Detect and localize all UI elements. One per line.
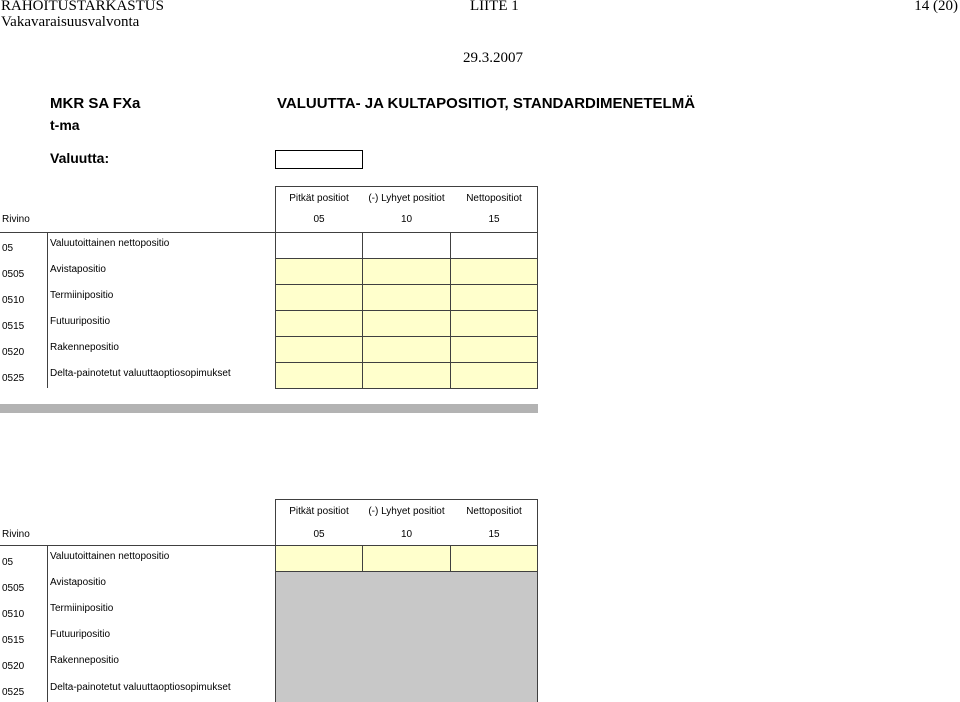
row-number: 0515 [2, 321, 25, 332]
row-number-divider [47, 232, 48, 388]
row-number: 0525 [2, 687, 25, 698]
department-name: Vakavaraisuusvalvonta [1, 14, 140, 30]
row-number-header: Rivino [2, 214, 30, 225]
net-position-input-cell[interactable] [450, 545, 538, 572]
document-date: 29.3.2007 [463, 50, 523, 66]
row-label: Delta-painotetut valuuttaoptiosopimukset [50, 368, 231, 379]
net-position-input-cell[interactable] [450, 362, 538, 389]
row-number: 0510 [2, 609, 25, 620]
short-position-input-cell[interactable] [362, 258, 451, 285]
long-position-input-cell[interactable] [275, 284, 363, 311]
row-number: 05 [2, 557, 14, 568]
column-code-10: 10 [400, 529, 413, 540]
short-position-input-cell[interactable] [362, 336, 451, 363]
net-position-input-cell[interactable] [450, 258, 538, 285]
long-position-input-cell[interactable] [275, 258, 363, 285]
net-position-input-cell[interactable] [450, 284, 538, 311]
row-number-header: Rivino [2, 529, 30, 540]
position-table-2 [0, 499, 540, 702]
row-number: 0520 [2, 347, 25, 358]
row-label: Rakennepositio [50, 342, 119, 353]
row-label: Futuuripositio [50, 629, 111, 640]
long-position-input-cell[interactable] [275, 545, 363, 572]
row-number: 0505 [2, 269, 25, 280]
row-number: 0505 [2, 583, 25, 594]
row-label: Avistapositio [50, 264, 106, 275]
short-position-input-cell[interactable] [362, 310, 451, 337]
column-header-short-positions: (-) Lyhyet positiot [368, 193, 445, 204]
row-number: 0520 [2, 661, 25, 672]
attachment-label: LIITE 1 [470, 0, 519, 14]
column-header-net-positions: Nettopositiot [466, 193, 522, 204]
short-position-cell [362, 232, 451, 259]
form-title: VALUUTTA- JA KULTAPOSITIOT, STANDARDIMENETELMÄ [277, 95, 696, 112]
column-header-long-positions: Pitkät positiot [289, 193, 349, 204]
position-table-1 [0, 186, 540, 388]
row-label: Valuutoittainen nettopositio [50, 238, 170, 249]
row-label: Rakennepositio [50, 655, 119, 666]
row-label: Delta-painotetut valuuttaoptiosopimukset [50, 682, 231, 693]
column-code-05: 05 [313, 214, 325, 225]
long-position-input-cell[interactable] [275, 362, 363, 389]
column-header-long-positions: Pitkät positiot [289, 506, 349, 517]
row-label: Valuutoittainen nettopositio [50, 551, 170, 562]
column-code-05: 05 [313, 529, 325, 540]
row-label: Termiinipositio [50, 290, 114, 301]
page-number: 14 (20) [914, 0, 958, 14]
unit-label: t-ma [50, 117, 80, 133]
disabled-cells-area [275, 571, 538, 702]
column-header-net-positions: Nettopositiot [466, 506, 522, 517]
row-label: Futuuripositio [50, 316, 111, 327]
short-position-input-cell[interactable] [362, 362, 451, 389]
long-position-cell [275, 232, 363, 259]
row-number: 05 [2, 243, 14, 254]
currency-input[interactable] [275, 150, 363, 169]
short-position-input-cell[interactable] [362, 545, 451, 572]
row-number-divider [47, 545, 48, 702]
organization-name: RAHOITUSTARKASTUS [1, 0, 164, 14]
column-header-short-positions: (-) Lyhyet positiot [368, 506, 445, 517]
short-position-input-cell[interactable] [362, 284, 451, 311]
column-code-15: 15 [488, 529, 500, 540]
currency-label: Valuutta: [50, 150, 110, 166]
net-position-input-cell[interactable] [450, 336, 538, 363]
long-position-input-cell[interactable] [275, 310, 363, 337]
row-label: Termiinipositio [50, 603, 114, 614]
net-position-input-cell[interactable] [450, 310, 538, 337]
section-separator-bar [0, 404, 538, 413]
row-number: 0510 [2, 295, 25, 306]
row-number: 0515 [2, 635, 25, 646]
row-number: 0525 [2, 373, 25, 384]
form-code: MKR SA FXa [50, 95, 141, 112]
column-code-10: 10 [400, 214, 413, 225]
long-position-input-cell[interactable] [275, 336, 363, 363]
row-label: Avistapositio [50, 577, 106, 588]
column-code-15: 15 [488, 214, 500, 225]
net-position-cell [450, 232, 538, 259]
